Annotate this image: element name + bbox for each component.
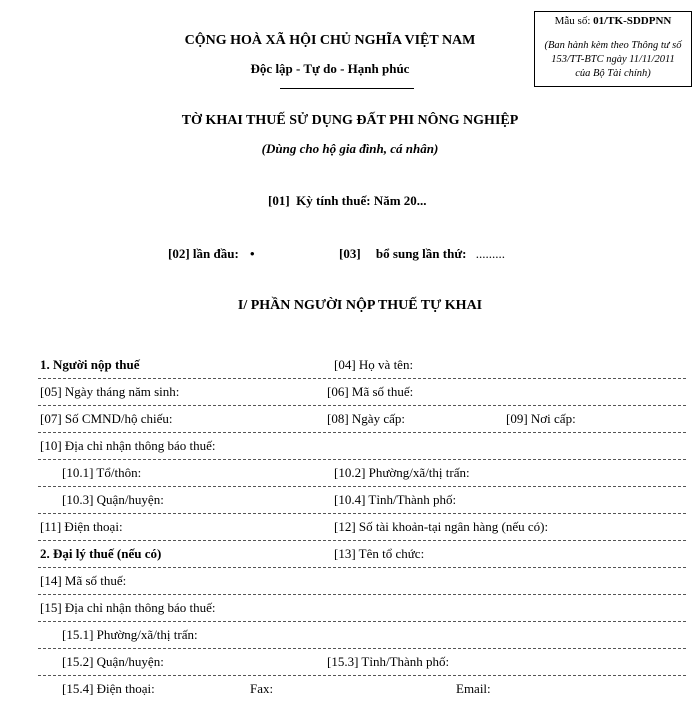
row-id-card: [38, 405, 686, 433]
row-hamlet-ward: [38, 459, 686, 487]
taxpayer-heading: 1. Người nộp thuế: [40, 357, 140, 372]
tax-period: [268, 193, 427, 209]
district-field[interactable]: [10.3] Quận/huyện:: [62, 492, 164, 507]
full-name-field[interactable]: [04] Họ và tên:: [334, 357, 414, 372]
first-declaration-label: [02] lần đầu:: [168, 246, 239, 261]
province-field[interactable]: [10.4] Tỉnh/Thành phố:: [334, 492, 457, 507]
id-card-field[interactable]: [07] Số CMND/hộ chiếu:: [40, 411, 173, 426]
agent-address-label: [15] Địa chỉ nhận thông báo thuế:: [40, 600, 216, 615]
row-tax-agent: [38, 540, 686, 568]
tax-code-field[interactable]: [06] Mã số thuế:: [327, 384, 414, 399]
country-name: CỘNG HOÀ XÃ HỘI CHỦ NGHĨA VIỆT NAM: [184, 33, 476, 48]
form-code: 01/TK-SDDPNN: [593, 15, 672, 27]
row-agent-ward: [38, 621, 686, 649]
issue-place-field[interactable]: [09] Nơi cấp:: [506, 411, 576, 426]
ward-field[interactable]: [10.2] Phường/xã/thị trấn:: [334, 465, 470, 480]
agent-ward-field[interactable]: [15.1] Phường/xã/thị trấn:: [62, 627, 198, 642]
agent-district-field[interactable]: [15.2] Quận/huyện:: [62, 654, 164, 669]
supplement-declaration: [339, 246, 505, 262]
agent-phone-field[interactable]: [15.4] Điện thoại:: [62, 681, 155, 696]
motto-underline: [280, 88, 414, 89]
supplement-number-field[interactable]: .........: [475, 246, 505, 261]
bank-account-field[interactable]: [12] Số tài khoản-tại ngân hàng (nếu có):: [334, 519, 549, 534]
hamlet-field[interactable]: [10.1] Tổ/thôn:: [62, 465, 142, 480]
form-subtitle: (Dùng cho hộ gia đình, cá nhân): [261, 141, 439, 156]
phone-field[interactable]: [11] Điện thoại:: [40, 519, 123, 534]
agent-province-field[interactable]: [15.3] Tỉnh/Thành phố:: [327, 654, 450, 669]
row-phone-bank: [38, 513, 686, 541]
tax-agent-heading: 2. Đại lý thuế (nếu có): [40, 546, 162, 561]
agent-fax-field[interactable]: Fax:: [250, 681, 274, 696]
form-note-line-3: của Bộ Tài chính): [575, 68, 651, 79]
tax-period-label: Kỳ tính thuế: Năm 20...: [296, 193, 427, 208]
agent-email-field[interactable]: Email:: [456, 681, 491, 696]
row-taxpayer-name: [38, 351, 686, 379]
national-motto: Độc lập - Tự do - Hạnh phúc: [250, 61, 410, 76]
notice-address-label: [10] Địa chỉ nhận thông báo thuế:: [40, 438, 216, 453]
row-agent-taxcode: [38, 567, 686, 595]
supplement-code: [03]: [339, 246, 361, 261]
row-district-province: [38, 486, 686, 514]
organization-name-field[interactable]: [13] Tên tổ chức:: [334, 546, 425, 561]
agent-tax-code-field[interactable]: [14] Mã số thuế:: [40, 573, 127, 588]
first-declaration: [168, 246, 255, 262]
birth-date-field[interactable]: [05] Ngày tháng năm sinh:: [40, 384, 180, 399]
form-code-line: [534, 15, 692, 27]
issue-date-field[interactable]: [08] Ngày cấp:: [327, 411, 405, 426]
row-agent-district-province: [38, 648, 686, 676]
form-note-line-2: 153/TT-BTC ngày 11/11/2011: [551, 54, 675, 65]
row-agent-address: [38, 594, 686, 622]
form-code-label: Mẫu số:: [554, 15, 591, 27]
form-note-line-1: (Ban hành kèm theo Thông tư số: [544, 40, 682, 51]
tax-period-code: [01]: [268, 193, 290, 208]
row-notice-address: [38, 432, 686, 460]
supplement-label: bổ sung lần thứ:: [375, 246, 467, 261]
row-agent-contact: [38, 675, 686, 702]
row-birth-taxcode: [38, 378, 686, 406]
form-title: TỜ KHAI THUẾ SỬ DỤNG ĐẤT PHI NÔNG NGHIỆP: [181, 113, 519, 128]
section-title: I/ PHẦN NGƯỜI NỘP THUẾ TỰ KHAI: [237, 298, 483, 313]
first-declaration-checkbox[interactable]: •: [250, 246, 255, 261]
